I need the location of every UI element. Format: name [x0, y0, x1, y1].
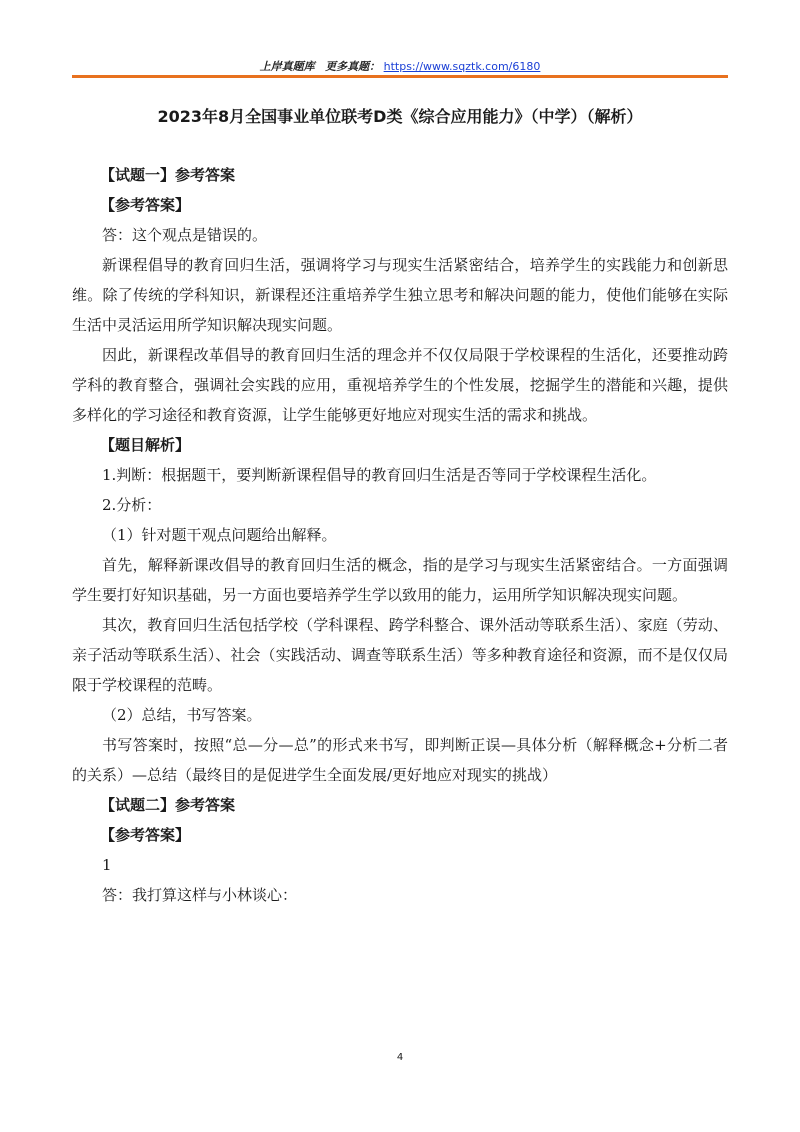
header-divider — [72, 75, 728, 78]
header-brand: 上岸真题库 — [259, 60, 315, 73]
page-header — [72, 58, 728, 74]
paragraph: 因此，新课程改革倡导的教育回归生活的理念并不仅仅局限于学校课程的生活化，还要推动跨学科的教育整合，强调社会实践的应用，重视培养学生的个性发展，挖掘学生的潜能和兴趣，提供多样化的学习途径和教育资源，让学生能够更好地应对现实生活的需求和挑战。 — [72, 346, 728, 424]
section-heading: 【试题一】参考答案 — [100, 166, 236, 184]
section-heading: 【参考答案】 — [100, 826, 191, 844]
paragraph: （1）针对题干观点问题给出解释。 — [102, 526, 337, 544]
paragraph: 答：这个观点是错误的。 — [102, 226, 268, 244]
paragraph: 其次，教育回归生活包括学校（学科课程、跨学科整合、课外活动等联系生活）、家庭（劳动、亲子活动等联系生活）、社会（实践活动、调查等联系生活）等多种教育途径和资源，而不是仅仅局限于学校课程的范畴。 — [72, 616, 728, 694]
header-more-label: 更多真题： — [325, 60, 381, 73]
paragraph: 新课程倡导的教育回归生活，强调将学习与现实生活紧密结合，培养学生的实践能力和创新思维。除了传统的学科知识，新课程还注重培养学生独立思考和解决问题的能力，使他们能够在实际生活中灵活运用所学知识解决现实问题。 — [72, 256, 728, 334]
paragraph: 2.分析： — [102, 496, 162, 514]
paragraph: 1 — [102, 856, 112, 874]
page-number: 4 — [396, 1052, 404, 1063]
document-body — [72, 160, 728, 910]
paragraph: （2）总结，书写答案。 — [102, 706, 262, 724]
section-heading: 【参考答案】 — [100, 196, 191, 214]
document-title: 2023年8月全国事业单位联考D类《综合应用能力》（中学）（解析） — [157, 107, 643, 126]
section-heading: 【题目解析】 — [100, 436, 191, 454]
paragraph: 书写答案时，按照“总—分—总”的形式来书写，即判断正误—具体分析（解释概念+分析二者的关系）—总结（最终目的是促进学生全面发展/更好地应对现实的挑战） — [72, 736, 728, 784]
paragraph: 1.判断：根据题干，要判断新课程倡导的教育回归生活是否等同于学校课程生活化。 — [102, 466, 657, 484]
paragraph: 首先，解释新课改倡导的教育回归生活的概念，指的是学习与现实生活紧密结合。一方面强调学生要打好知识基础，另一方面也要培养学生学以致用的能力，运用所学知识解决现实问题。 — [72, 556, 728, 604]
header-link[interactable]: https://www.sqztk.com/6180 — [383, 60, 541, 73]
paragraph: 答：我打算这样与小林谈心： — [102, 886, 298, 904]
section-heading: 【试题二】参考答案 — [100, 796, 236, 814]
